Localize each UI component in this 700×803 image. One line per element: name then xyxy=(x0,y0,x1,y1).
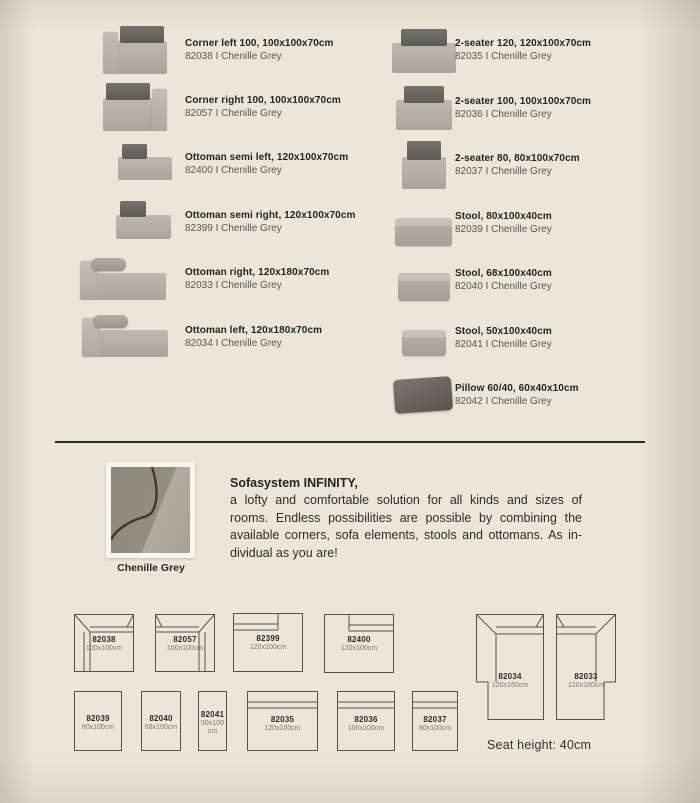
product-code: 82400 I Chenille Grey xyxy=(185,165,282,176)
product-title: Ottoman left, 120x180x70cm xyxy=(185,325,323,336)
diagram-82057 xyxy=(155,614,215,672)
product-code: 82036 I Chenille Grey xyxy=(455,109,552,120)
diagram-size: 80x100cm xyxy=(418,725,452,732)
stool-50-illustration xyxy=(402,330,446,356)
diagram-code: 82039 xyxy=(86,713,110,723)
diagram-82035 xyxy=(247,691,318,751)
product-entry-82057 xyxy=(185,95,385,120)
product-entry-82399 xyxy=(185,210,385,235)
product-title: Ottoman right, 120x180x70cm xyxy=(185,267,330,278)
diagram-code: 82400 xyxy=(347,635,371,645)
fabric-swatch xyxy=(106,462,195,558)
product-entry-82042 xyxy=(455,383,655,408)
diagram-size: 120x180cm xyxy=(567,682,605,690)
product-title: Ottoman semi right, 120x100x70cm xyxy=(185,210,356,221)
diagram-size: 100x100cm xyxy=(85,644,123,652)
diagram-size: 120x100cm xyxy=(340,645,378,653)
product-code: 82033 I Chenille Grey xyxy=(185,280,282,291)
product-title: Stool, 50x100x40cm xyxy=(455,326,552,337)
diagram-size: 120x100cm xyxy=(249,644,287,652)
info-line: a lofty and comfortable solution for all kinds and sizes of xyxy=(230,493,582,507)
product-code: 82041 I Chenille Grey xyxy=(455,339,552,350)
diagram-code: 82038 xyxy=(92,634,116,644)
diagram-82039 xyxy=(74,691,122,751)
diagram-82400 xyxy=(324,614,394,673)
product-title: Ottoman semi left, 120x100x70cm xyxy=(185,152,349,163)
product-entry-82038 xyxy=(185,38,385,63)
ottoman-semi-left-illustration xyxy=(118,142,172,180)
product-title: 2-seater 100, 100x100x70cm xyxy=(455,96,592,107)
product-entry-82037 xyxy=(455,153,655,178)
product-code: 82038 I Chenille Grey xyxy=(185,51,282,62)
horizontal-rule xyxy=(55,441,645,443)
diagram-82040 xyxy=(141,691,181,751)
two-seater-80-illustration xyxy=(402,139,446,189)
diagram-size: 120x180cm xyxy=(491,682,529,690)
corner-left-illustration xyxy=(103,24,167,74)
product-code: 82037 I Chenille Grey xyxy=(455,166,552,177)
product-title: Corner right 100, 100x100x70cm xyxy=(185,95,341,106)
diagram-82041 xyxy=(198,691,227,751)
product-code: 82035 I Chenille Grey xyxy=(455,51,552,62)
diagram-code: 82034 xyxy=(498,672,522,682)
seat-height-note: Seat height: 40cm xyxy=(487,738,592,752)
product-entry-82041 xyxy=(455,326,655,351)
product-title: Corner left 100, 100x100x70cm xyxy=(185,38,334,49)
product-entry-82039 xyxy=(455,211,655,236)
product-entry-82036 xyxy=(455,96,655,121)
two-seater-100-illustration xyxy=(396,84,452,130)
diagram-82037 xyxy=(412,691,458,751)
product-entry-82034 xyxy=(185,325,385,350)
product-title: 2-seater 80, 80x100x70cm xyxy=(455,153,580,164)
product-title: Pillow 60/40, 60x40x10cm xyxy=(455,383,579,394)
product-code: 82042 I Chenille Grey xyxy=(455,396,552,407)
product-code: 82034 I Chenille Grey xyxy=(185,338,282,349)
diagram-code: 82041 xyxy=(200,710,225,720)
product-title: Stool, 80x100x40cm xyxy=(455,211,552,222)
info-line: rooms. Endless possibilities are possible by combining the xyxy=(230,510,582,525)
diagram-82036 xyxy=(337,691,395,751)
stool-68-illustration xyxy=(398,273,450,301)
product-code: 82057 I Chenille Grey xyxy=(185,108,282,119)
pillow-illustration xyxy=(393,376,453,414)
diagram-size: 100x100cm xyxy=(347,725,385,732)
diagram-82033 xyxy=(556,614,616,720)
product-title: 2-seater 120, 120x100x70cm xyxy=(455,38,592,49)
diagram-code: 82399 xyxy=(256,634,280,644)
product-entry-82400 xyxy=(185,152,385,177)
swatch-caption: Chenille Grey xyxy=(117,562,185,574)
diagram-size: 68x100cm xyxy=(144,723,178,731)
diagram-size: 80x100cm xyxy=(81,723,115,731)
product-code: 82040 I Chenille Grey xyxy=(455,281,552,292)
info-line: dividual as you are! xyxy=(230,545,338,560)
diagram-size: 120x100cm xyxy=(264,725,301,732)
product-entry-82040 xyxy=(455,268,655,293)
product-entry-82035 xyxy=(455,38,655,63)
product-code: 82399 I Chenille Grey xyxy=(185,223,282,234)
info-block xyxy=(230,474,582,562)
stool-80-illustration xyxy=(395,218,452,246)
product-code: 82039 I Chenille Grey xyxy=(455,224,552,235)
ottoman-left-illustration xyxy=(82,313,168,357)
info-line: available corners, sofa elements, stools and ottomans. As in- xyxy=(230,528,582,542)
diagram-82038 xyxy=(74,614,134,672)
info-title: Sofasystem INFINITY, xyxy=(230,476,358,490)
product-title: Stool, 68x100x40cm xyxy=(455,268,552,279)
diagram-size: 50x100 cm xyxy=(201,720,224,736)
diagram-82399 xyxy=(233,613,303,672)
ottoman-semi-right-illustration xyxy=(116,199,171,239)
fabric-swatch-image xyxy=(111,467,190,553)
diagram-code: 82033 xyxy=(574,672,598,682)
diagram-code: 82040 xyxy=(149,713,173,723)
diagram-code: 82035 xyxy=(270,715,295,724)
corner-right-illustration xyxy=(103,81,167,131)
product-entry-82033 xyxy=(185,267,385,292)
diagram-code: 82057 xyxy=(173,634,197,644)
diagram-code: 82036 xyxy=(354,715,378,724)
two-seater-120-illustration xyxy=(392,27,456,73)
diagram-code: 82037 xyxy=(423,715,447,724)
diagram-size: 100x100cm xyxy=(166,644,204,652)
diagram-82034 xyxy=(476,614,544,720)
ottoman-right-illustration xyxy=(80,256,166,300)
